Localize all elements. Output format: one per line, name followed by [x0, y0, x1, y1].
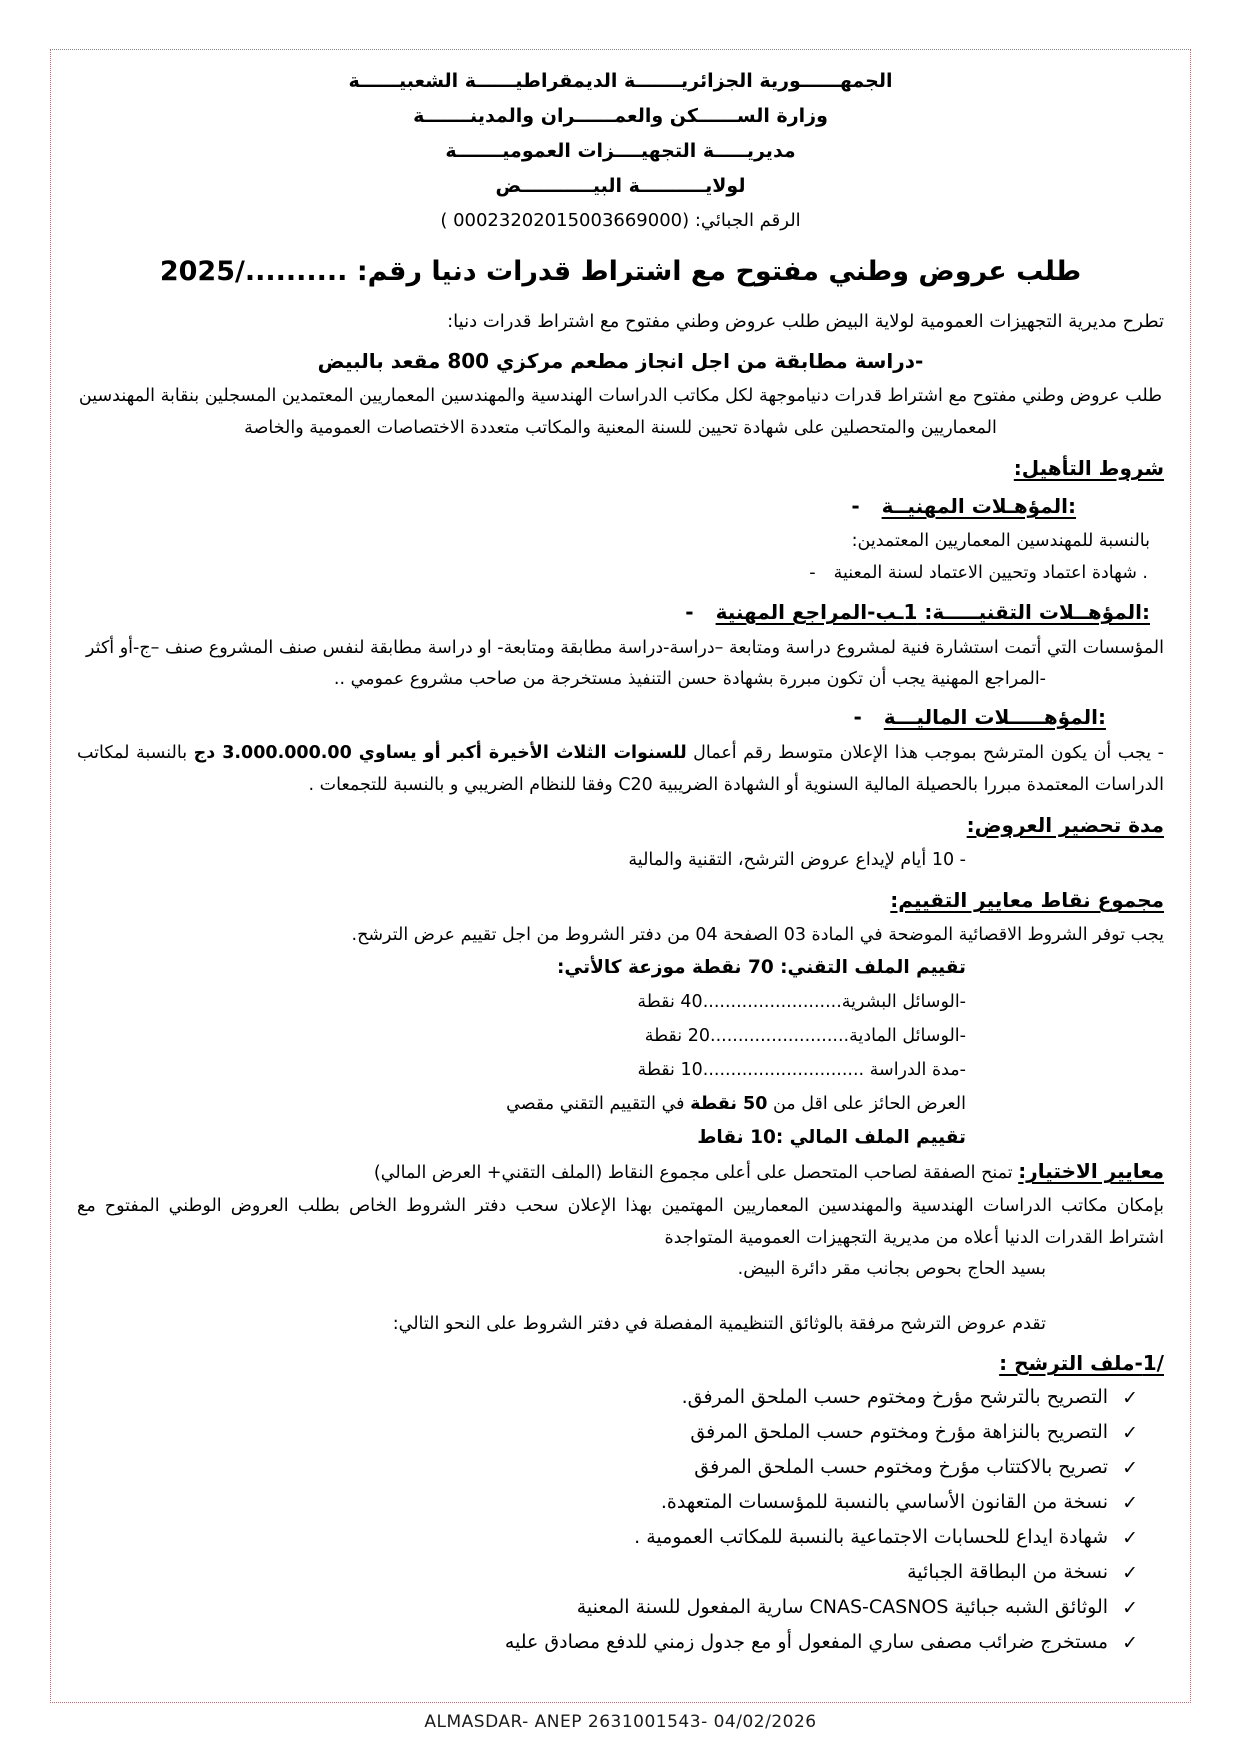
heading-row-professional [77, 490, 1164, 522]
score-line-material: -الوسائل المادية.........................20 نقطة [644, 1026, 966, 1046]
section-qualification-conditions [77, 452, 1164, 484]
header-wilaya-line: لولايــــــــــة البيـــــــــــض [495, 175, 746, 197]
elimination-rule-line [77, 1087, 1164, 1121]
file-number: 1/ [1142, 1351, 1164, 1375]
financial-req-post: بالنسبة لمكاتب الدراسات المعتمدة مبررا بالحصيلة المالية السنوية أو الشهادة الضريبية C20 وفقا للنظام الضريبي و بالنسبة للتجمعات . [77, 743, 1164, 795]
elimination-pre: العرض الحائز على اقل من [767, 1094, 966, 1114]
score-line-duration: -مدة الدراسة .............................10 نقطة [637, 1060, 966, 1080]
financial-req-bold: للسنوات الثلاث الأخيرة أكبر أو يساوي 3.000.000.00 دج [193, 743, 687, 763]
financial-requirement-paragraph [77, 737, 1164, 801]
checklist-item [77, 1520, 1164, 1555]
elimination-bold: 50 نقطة [690, 1094, 768, 1114]
checklist-item [77, 1485, 1164, 1520]
technical-heading: المؤهــلات التقنيـــــة: 1ـب-المراجع المهنية: [715, 600, 1150, 624]
professional-line2: شهادة اعتماد وتحيين الاعتماد لسنة المعنية . [833, 563, 1148, 583]
check-icon: ✓ [1122, 1457, 1138, 1479]
audience-paragraph: طلب عروض وطني مفتوح مع اشتراط قدرات دنياموجهة لكل مكاتب الدراسات الهندسية والمهندسين المعماريين المعتمدين المسجلين بنقابة المهندسين المعماريين والمتحصلين على شهادة تحيين للسنة المعنية والمكاتب متعددة الاختصاصات العمومية والخاصة [78, 386, 1163, 438]
withdrawal-paragraph: بإمكان مكاتب الدراسات الهندسية والمهندسين المعماريين المهتمين بهذا الإعلان سحب دفتر الشروط الخاص بطلب العروض الوطني المفتوح مع اشتراط القدرات الدنيا أعلاه من مديرية التجهيزات العمومية المتواجدة [77, 1196, 1164, 1248]
technical-references-line: -المراجع المهنية يجب أن تكون مبررة بشهادة حسن التنفيذ مستخرجة من صاحب مشروع عمومي .. [333, 669, 1046, 689]
preparation-heading: مدة تحضير العروض: [966, 813, 1164, 837]
selection-criteria-line [77, 1155, 1164, 1190]
financial-file-score-title: تقييم الملف المالي :10 نقاط [697, 1127, 966, 1148]
qualification-heading: شروط التأهيل: [1013, 456, 1164, 480]
document-dotted-border [50, 49, 1191, 1703]
section-evaluation-points [77, 884, 1164, 916]
checklist-item [77, 1380, 1164, 1415]
dash-bullet: - [851, 494, 860, 518]
dash-bullet: - [809, 563, 816, 583]
check-icon: ✓ [1122, 1562, 1138, 1584]
project-description-line: -دراسة مطابقة من اجل انجاز مطعم مركزي 800 مقعد بالبيض [317, 349, 924, 373]
anep-footer-line: ALMASDAR- ANEP 2631001543- 04/02/2026 [424, 1712, 817, 1732]
checklist-item [77, 1415, 1164, 1450]
checklist-item [77, 1555, 1164, 1590]
checklist-item [77, 1450, 1164, 1485]
check-icon: ✓ [1122, 1492, 1138, 1514]
professional-heading: المؤهـلات المهنيــة: [881, 494, 1076, 518]
candidacy-file-heading [77, 1346, 1164, 1380]
preparation-days-line: - 10 أيام لإيداع عروض الترشح، التقنية والمالية [628, 850, 966, 870]
checklist-item-text: شهادة ايداع للحسابات الاجتماعية بالنسبة للمكاتب العمومية . [634, 1526, 1109, 1548]
file-title: -ملف الترشح : [999, 1351, 1143, 1375]
elimination-post: في التقييم التقني مقصي [506, 1094, 691, 1114]
checklist-item-text: تصريح بالاكتتاب مؤرخ ومختوم حسب الملحق المرفق [694, 1456, 1109, 1478]
header-republic-line: الجمهــــــورية الجزائريـــــــة الديمقراطيــــــة الشعبيــــــة [348, 70, 893, 92]
heading-row-financial [77, 701, 1164, 733]
checklist-item [77, 1590, 1164, 1625]
dash-bullet: - [853, 705, 862, 729]
technical-file-score-title: تقييم الملف التقني: 70 نقطة موزعة كالأتي: [557, 957, 966, 978]
intro-paragraph: تطرح مديرية التجهيزات العمومية لولاية البيض طلب عروض وطني مفتوح مع اشتراط قدرات دنيا: [447, 311, 1164, 332]
check-icon: ✓ [1122, 1422, 1138, 1444]
section-preparation-period [77, 809, 1164, 841]
dash-bullet: - [685, 600, 694, 624]
header-ministry-line: وزارة الســــــكن والعمــــــران والمدينـــــــة [413, 105, 828, 127]
check-icon: ✓ [1122, 1597, 1138, 1619]
submission-intro-line: تقدم عروض الترشح مرفقة بالوثائق التنظيمية المفصلة في دفتر الشروط على النحو التالي: [392, 1314, 1046, 1334]
professional-line2-row [77, 557, 1164, 590]
address-line: بسيد الحاج بحوص بجانب مقر دائرة البيض. [737, 1259, 1046, 1279]
checklist-item-text: الوثائق الشبه جبائية CNAS-CASNOS سارية المفعول للسنة المعنية [576, 1596, 1109, 1618]
dash-bullet: - [1157, 743, 1164, 763]
financial-heading: المؤهـــــلات الماليـــة: [883, 705, 1106, 729]
candidacy-file-heading-text [999, 1351, 1164, 1375]
evaluation-intro-line: يجب توفر الشروط الاقصائية الموضحة في المادة 03 الصفحة 04 من دفتر الشروط من اجل تقييم عرض الترشح. [351, 925, 1164, 945]
evaluation-heading: مجموع نقاط معايير التقييم: [890, 888, 1164, 912]
checklist-item-text: نسخة من القانون الأساسي بالنسبة للمؤسسات المتعهدة. [660, 1491, 1109, 1513]
check-icon: ✓ [1122, 1387, 1138, 1409]
financial-req-pre: يجب أن يكون المترشح بموجب هذا الإعلان متوسط رقم أعمال [686, 743, 1152, 763]
professional-line1: بالنسبة للمهندسين المعماريين المعتمدين: [851, 531, 1150, 551]
check-icon: ✓ [1122, 1632, 1138, 1654]
tax-id-line: الرقم الجبائي: (00023202015003669000 ) [440, 210, 801, 231]
heading-row-technical [77, 596, 1164, 628]
header-directorate-line: مديريـــــة التجهيــــزات العموميـــــــة [445, 140, 796, 162]
checklist-item-text: التصريح بالترشح مؤرخ ومختوم حسب الملحق المرفق. [681, 1386, 1109, 1408]
selection-heading: معايير الاختيار: [1018, 1159, 1164, 1183]
check-icon: ✓ [1122, 1527, 1138, 1549]
score-line-human: -الوسائل البشرية.........................40 نقطة [637, 992, 966, 1012]
checklist-item-text: نسخة من البطاقة الجبائية [907, 1561, 1109, 1583]
checklist-item-text: مستخرج ضرائب مصفى ساري المفعول أو مع جدول زمني للدفع مصادق عليه [504, 1631, 1109, 1653]
selection-text: تمنح الصفقة لصاحب المتحصل على أعلى مجموع النقاط (الملف التقني+ العرض المالي) [373, 1163, 1019, 1183]
checklist-item-text: التصريح بالنزاهة مؤرخ ومختوم حسب الملحق المرفق [690, 1421, 1109, 1443]
technical-paragraph: المؤسسات التي أتمت استشارة فنية لمشروع دراسة ومتابعة –دراسة-دراسة مطابقة ومتابعة- او دراسة مطابقة لنفس صنف المشروع صنف –ج-أو أكثر [86, 638, 1164, 658]
checklist-item [77, 1625, 1164, 1660]
tender-title: طلب عروض وطني مفتوح مع اشتراط قدرات دنيا رقم: ........../2025 [159, 256, 1082, 287]
